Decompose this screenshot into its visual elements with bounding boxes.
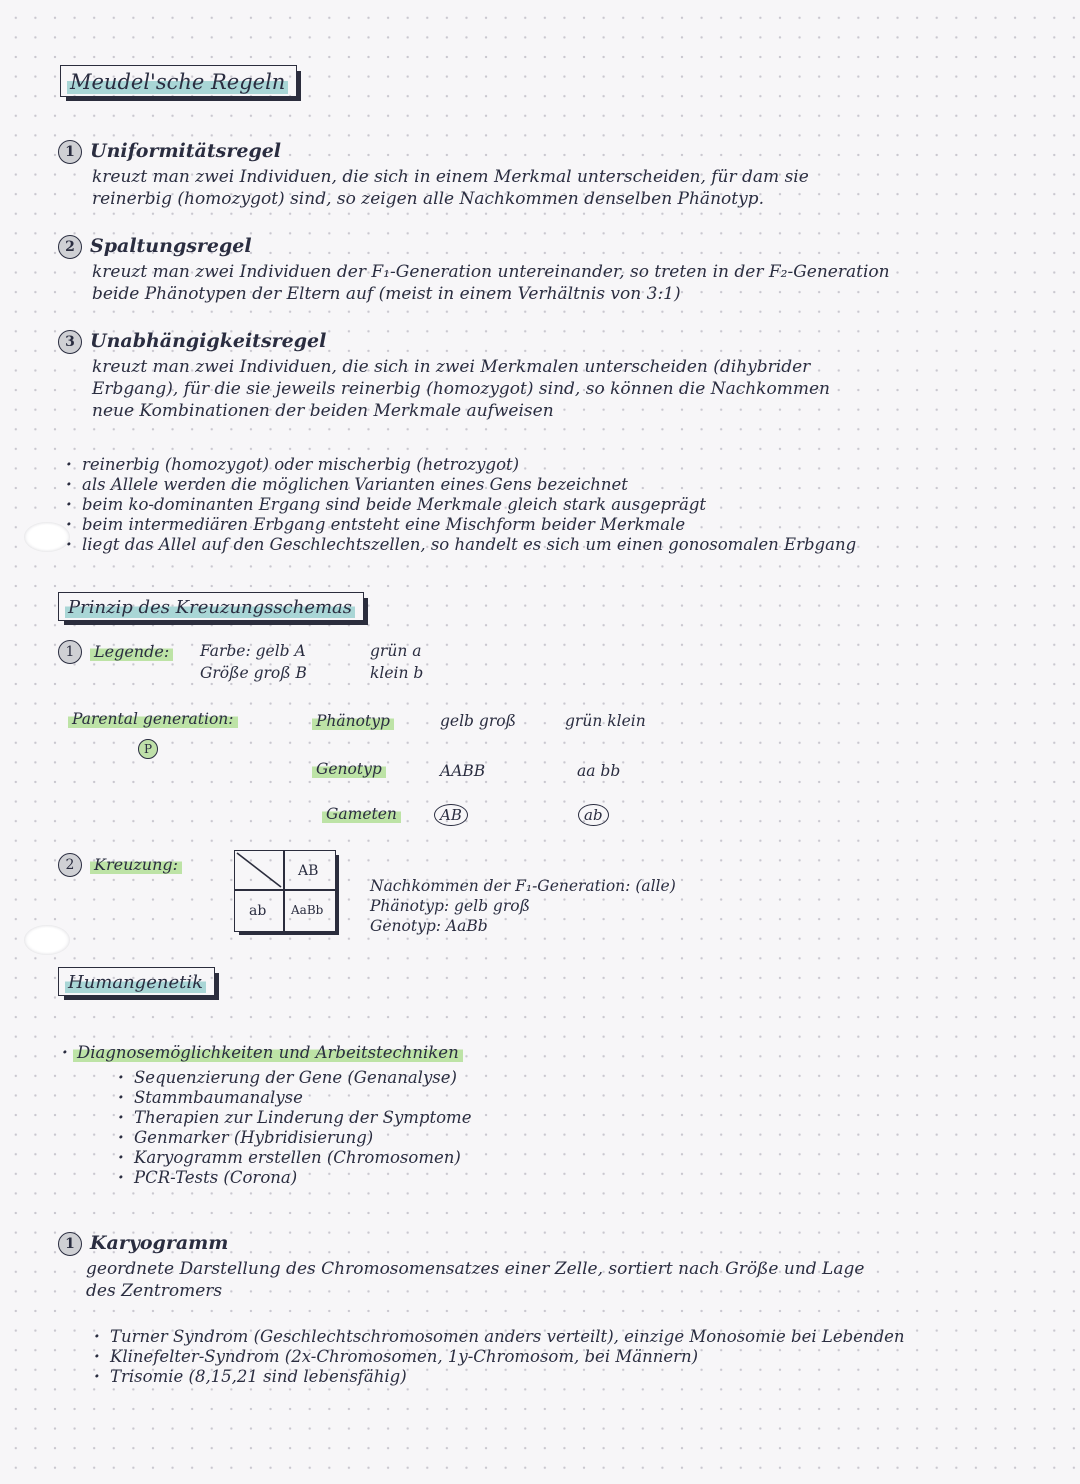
genotype-label: Genotyp	[312, 760, 386, 778]
legend-row-1-left: Farbe: gelb A	[200, 642, 306, 660]
rule-text-line: kreuzt man zwei Individuen, die sich in zwei Merkmalen unterscheiden (dihybrider	[92, 357, 811, 377]
genotype-parent-2: aa bb	[577, 762, 621, 780]
section-title-mendel: Meudel'sche Regeln	[60, 65, 297, 97]
punnett-header-left: ab	[249, 903, 267, 919]
rule-text-line: neue Kombinationen der beiden Merkmale aufweisen	[92, 401, 554, 421]
cross-result-line: Genotyp: AaBb	[370, 917, 488, 935]
list-item: · beim ko-dominanten Ergang sind beide Merkmale gleich stark ausgeprägt	[62, 495, 856, 515]
list-item: · Stammbaumanalyse	[114, 1088, 471, 1108]
number-badge: 3	[58, 330, 82, 354]
legend-label: Legende:	[90, 642, 173, 661]
cross-label: 2 Kreuzung:	[58, 853, 182, 877]
gamete-parent-2: ab	[578, 804, 609, 826]
number-badge: 2	[58, 853, 82, 877]
parental-badge: P	[138, 738, 158, 759]
list-item: · Karyogramm erstellen (Chromosomen)	[114, 1148, 471, 1168]
list-item: · Turner Syndrom (Geschlechtschromosomen anders verteilt), einzige Monosomie bei Lebenden	[90, 1327, 905, 1347]
legend-row-2-right: klein b	[370, 664, 424, 682]
karyogram-text-line: des Zentromers	[86, 1281, 223, 1301]
list-item: · PCR-Tests (Corona)	[114, 1168, 471, 1188]
rule-2	[58, 235, 890, 305]
karyogram-section	[58, 1232, 864, 1302]
list-item: · Genmarker (Hybridisierung)	[114, 1128, 471, 1148]
rule-text-line: kreuzt man zwei Individuen der F₁-Generation untereinander, so treten in der F₂-Generation	[92, 262, 890, 282]
punnett-cell: AaBb	[291, 903, 324, 917]
rule-heading: Spaltungsregel	[90, 235, 252, 257]
list-item: · als Allele werden die möglichen Varianten eines Gens bezeichnet	[62, 475, 856, 495]
gamete-parent-1: AB	[434, 804, 468, 826]
list-item: · liegt das Allel auf den Geschlechtszellen, so handelt es sich um einen gonosomalen Erbgang	[62, 535, 856, 555]
legend-row-2-left: Größe groß B	[200, 664, 307, 682]
karyogram-text-line: geordnete Darstellung des Chromosomensatzes einer Zelle, sortiert nach Größe und Lage	[86, 1259, 865, 1279]
number-badge: 2	[58, 235, 82, 259]
list-item: · Sequenzierung der Gene (Genanalyse)	[114, 1068, 471, 1088]
genotype-parent-1: AABB	[440, 762, 486, 780]
punch-hole-bottom	[24, 925, 70, 955]
number-badge: 1	[58, 1232, 82, 1256]
legend	[58, 640, 173, 664]
punnett-divider-horizontal	[235, 889, 335, 891]
number-badge: 1	[58, 140, 82, 164]
list-item: · Klinefelter-Syndrom (2x-Chromosomen, 1y-Chromosom, bei Männern)	[90, 1347, 905, 1367]
genetics-notes-list	[62, 455, 856, 555]
phenotype-label: Phänotyp	[312, 712, 394, 730]
phenotype-parent-1: gelb groß	[440, 712, 516, 730]
section-title-humangenetik: Humangenetik	[58, 967, 215, 996]
karyogram-heading: Karyogramm	[90, 1232, 229, 1254]
syndrome-list	[90, 1327, 905, 1387]
gametes-label: Gameten	[322, 805, 401, 823]
section-title-kreuzungsschema: Prinzip des Kreuzungsschemas	[58, 592, 364, 621]
cross-result-line: Phänotyp: gelb groß	[370, 897, 530, 915]
rule-1	[58, 140, 809, 210]
number-badge: 1	[58, 640, 82, 664]
rule-heading: Uniformitätsregel	[90, 140, 282, 162]
legend-row-1-right: grün a	[370, 642, 422, 660]
cross-result-line: Nachkommen der F₁-Generation: (alle)	[370, 877, 676, 895]
rule-text-line: Erbgang), für die sie jeweils reinerbig (homozygot) sind, so können die Nachkommen	[92, 379, 830, 399]
rule-3	[58, 330, 830, 422]
cross-result	[370, 876, 676, 936]
list-item: · Trisomie (8,15,21 sind lebensfähig)	[90, 1367, 905, 1387]
punnett-divider-vertical	[283, 851, 285, 931]
rule-heading: Unabhängigkeitsregel	[90, 330, 327, 352]
rule-text-line: kreuzt man zwei Individuen, die sich in einem Merkmal unterscheiden, für dam sie	[92, 167, 809, 187]
punnett-header-top: AB	[298, 863, 319, 879]
punnett-square	[234, 850, 336, 932]
list-item: · beim intermediären Erbgang entsteht eine Mischform beider Merkmale	[62, 515, 856, 535]
diagnosis-list	[114, 1068, 471, 1188]
rule-text-line: reinerbig (homozygot) sind, so zeigen alle Nachkommen denselben Phänotyp.	[92, 189, 764, 209]
parental-generation-label: Parental generation:	[68, 710, 238, 728]
list-item: · reinerbig (homozygot) oder mischerbig (hetrozygot)	[62, 455, 856, 475]
phenotype-parent-2: grün klein	[565, 712, 646, 730]
rule-text-line: beide Phänotypen der Eltern auf (meist in einem Verhältnis von 3:1)	[92, 284, 681, 304]
punnett-diagonal	[235, 851, 283, 889]
list-item: · Therapien zur Linderung der Symptome	[114, 1108, 471, 1128]
diagnosis-heading: · Diagnosemöglichkeiten und Arbeitstechniken	[62, 1043, 463, 1062]
